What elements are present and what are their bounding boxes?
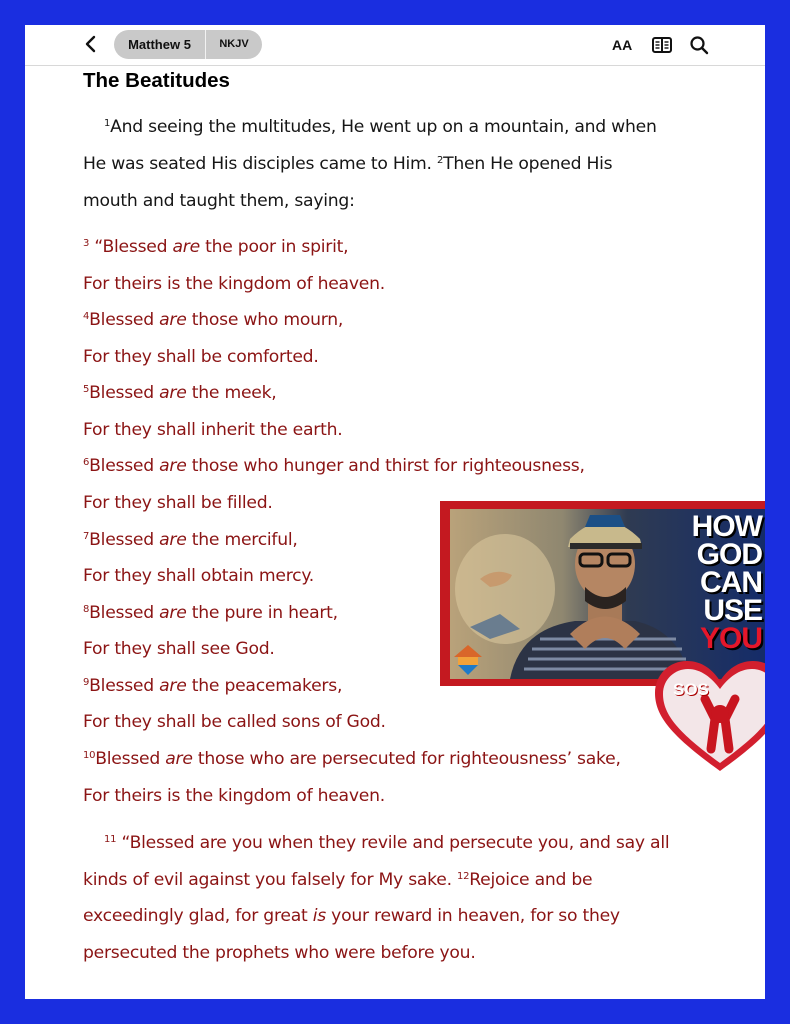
verse-line bbox=[83, 383, 277, 403]
verse-text: those who hunger and thirst for righteousness, bbox=[186, 456, 585, 476]
version-button[interactable]: NKJV bbox=[219, 38, 249, 50]
verse-text: your reward in heaven, for so they bbox=[325, 906, 620, 926]
channel-logo-icon bbox=[450, 641, 486, 675]
verse-number: 3 bbox=[83, 238, 90, 249]
verse-italic: are bbox=[159, 383, 187, 403]
verse-text: those who mourn, bbox=[186, 310, 344, 330]
verse-text: For theirs is the kingdom of heaven. bbox=[83, 274, 385, 294]
verse-line bbox=[83, 943, 476, 963]
verse-line bbox=[104, 833, 669, 853]
verse-number: 4 bbox=[83, 311, 90, 322]
verse-line bbox=[83, 712, 386, 732]
verse-line bbox=[83, 530, 298, 550]
verse-text: For they shall inherit the earth. bbox=[83, 420, 343, 440]
verse-number: 6 bbox=[83, 457, 90, 468]
verse-text: “Blessed are you when they revile and persecute you, and say all bbox=[121, 833, 670, 853]
verse-line bbox=[83, 493, 273, 513]
verse-text: the merciful, bbox=[186, 530, 298, 550]
verse-number: 9 bbox=[83, 677, 90, 688]
verse-text: Blessed bbox=[89, 676, 160, 696]
verse-text: And seeing the multitudes, He went up on a mountain, and when bbox=[110, 117, 657, 137]
verse-italic: are bbox=[159, 456, 187, 476]
verse-text: mouth and taught them, saying: bbox=[83, 191, 355, 211]
verse-line bbox=[83, 347, 319, 367]
back-button[interactable] bbox=[81, 34, 101, 54]
verse-text: Blessed bbox=[89, 456, 160, 476]
verse-line bbox=[83, 749, 621, 769]
verse-text: For they shall be called sons of God. bbox=[83, 712, 386, 732]
verse-line bbox=[83, 237, 348, 257]
verse-text: the poor in spirit, bbox=[199, 237, 349, 257]
verse-text: He was seated His disciples came to Him. bbox=[83, 154, 432, 174]
verse-number: 1 bbox=[104, 118, 111, 129]
verse-text: Blessed bbox=[95, 749, 166, 769]
verse-text: For they shall be filled. bbox=[83, 493, 273, 513]
title-word: YOU bbox=[699, 622, 762, 655]
verse-text: For theirs is the kingdom of heaven. bbox=[83, 786, 385, 806]
verse-text: Then He opened His bbox=[443, 154, 613, 174]
verse-number: 5 bbox=[83, 384, 90, 395]
chevron-left-icon bbox=[81, 34, 101, 54]
title-word: USE bbox=[703, 594, 762, 627]
verse-text: “Blessed bbox=[94, 237, 173, 257]
verse-text: Blessed bbox=[89, 603, 160, 623]
verse-italic: are bbox=[159, 676, 187, 696]
verse-line bbox=[83, 786, 385, 806]
verse-italic: are bbox=[172, 237, 200, 257]
verse-text: For they shall see God. bbox=[83, 639, 275, 659]
reader-page bbox=[25, 25, 765, 999]
verse-text: Blessed bbox=[89, 530, 160, 550]
verse-italic: are bbox=[159, 603, 187, 623]
verse-italic: are bbox=[159, 310, 187, 330]
verse-text: the peacemakers, bbox=[186, 676, 343, 696]
book-chapter-button[interactable]: Matthew 5 bbox=[114, 30, 206, 59]
search-icon bbox=[689, 35, 709, 55]
verse-text: the meek, bbox=[186, 383, 277, 403]
verse-line bbox=[83, 420, 342, 440]
heart-logo-icon bbox=[653, 659, 765, 773]
verse-italic: is bbox=[312, 906, 326, 926]
verse-text: For they shall be comforted. bbox=[83, 347, 319, 367]
verse-italic: are bbox=[165, 749, 193, 769]
verse-line bbox=[83, 274, 385, 294]
verse-line bbox=[83, 566, 314, 586]
verse-number: 12 bbox=[457, 871, 470, 882]
title-word: CAN bbox=[700, 566, 762, 599]
title-word: GOD bbox=[696, 538, 762, 571]
verse-line bbox=[83, 154, 612, 174]
verse-text: exceedingly glad, for great bbox=[83, 906, 313, 926]
title-word: HOW bbox=[691, 510, 762, 543]
verse-text: kinds of evil against you falsely for My sake. bbox=[83, 870, 452, 890]
verse-number: 10 bbox=[83, 750, 96, 761]
verse-number: 8 bbox=[83, 604, 90, 615]
verse-line bbox=[104, 117, 657, 137]
verse-text: Blessed bbox=[89, 383, 160, 403]
verse-line bbox=[83, 676, 342, 696]
verse-text: persecuted the prophets who were before you. bbox=[83, 943, 476, 963]
verse-italic: are bbox=[159, 530, 187, 550]
verse-line bbox=[83, 310, 343, 330]
verse-text: those who are persecuted for righteousness’ sake, bbox=[192, 749, 621, 769]
verse-text: Blessed bbox=[89, 310, 160, 330]
verse-text: the pure in heart, bbox=[186, 603, 338, 623]
verse-line bbox=[83, 456, 585, 476]
thumbnail-title bbox=[652, 510, 762, 655]
verse-line bbox=[83, 906, 620, 926]
verse-line bbox=[83, 870, 592, 890]
font-size-label: AA bbox=[612, 37, 633, 53]
verse-number: 7 bbox=[83, 531, 90, 542]
search-button[interactable] bbox=[689, 35, 709, 55]
passage-selector bbox=[114, 30, 262, 59]
verse-line bbox=[83, 191, 355, 211]
verse-text: For they shall obtain mercy. bbox=[83, 566, 315, 586]
section-heading: The Beatitudes bbox=[83, 69, 230, 92]
font-size-button[interactable] bbox=[612, 35, 632, 55]
verse-text: Rejoice and be bbox=[469, 870, 593, 890]
verse-line bbox=[83, 639, 275, 659]
thumbnail-image bbox=[450, 509, 765, 679]
heart-badge-text: SOS bbox=[673, 680, 709, 699]
verse-line bbox=[83, 603, 338, 623]
verse-number: 11 bbox=[104, 834, 117, 845]
verse-number: 2 bbox=[436, 155, 444, 166]
reader-mode-button[interactable] bbox=[651, 35, 671, 55]
top-toolbar bbox=[25, 25, 765, 66]
book-open-icon bbox=[651, 35, 673, 55]
